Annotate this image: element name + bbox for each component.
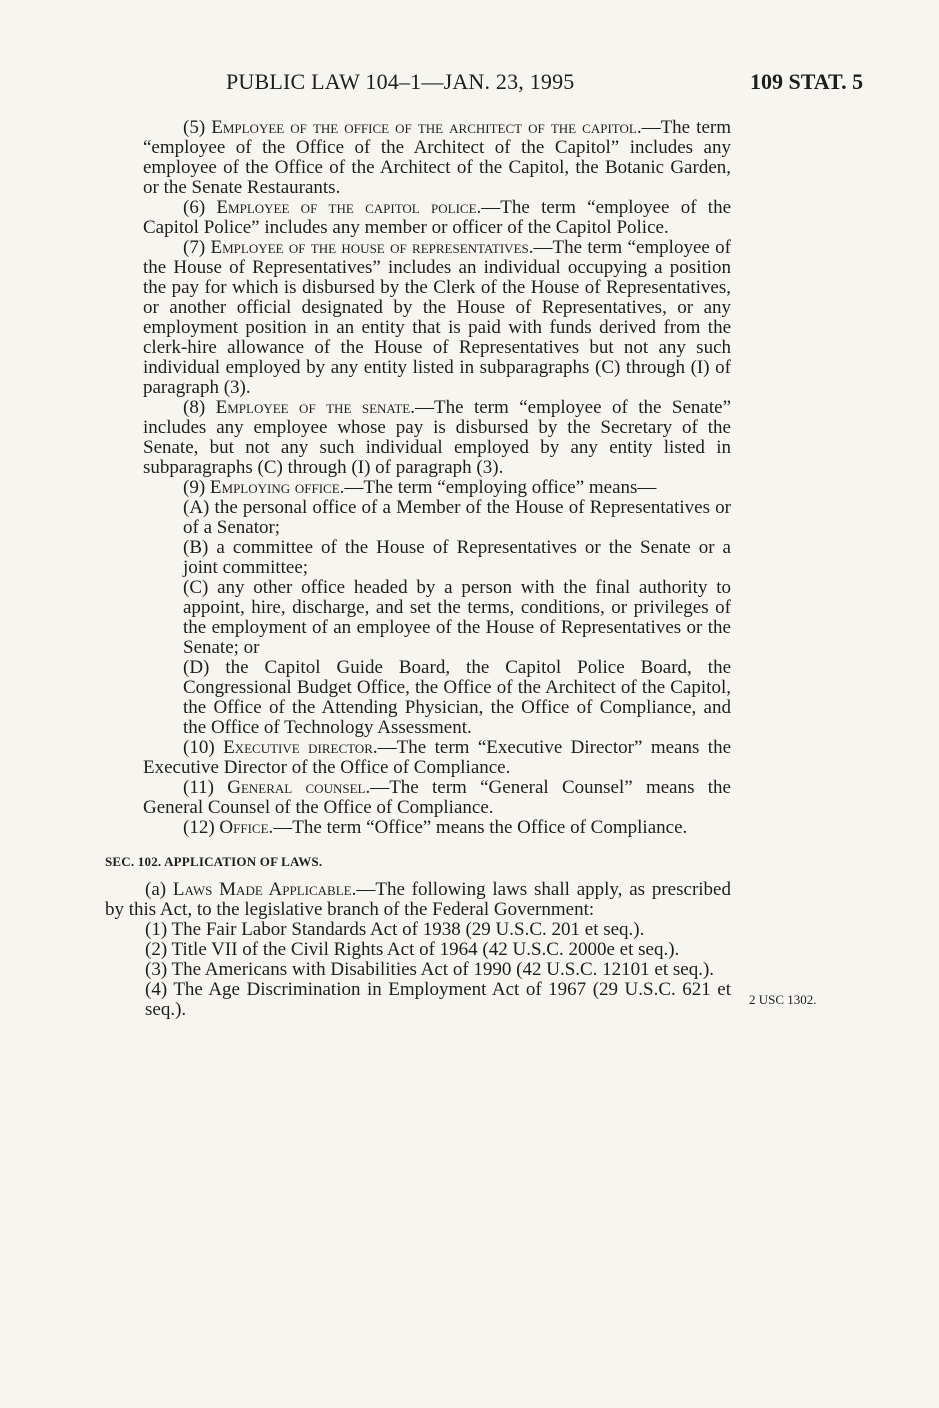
paragraph-6 — [143, 198, 731, 238]
paragraph-number: (5) — [183, 117, 212, 138]
paragraph-text: —The term “employing office” means— — [344, 477, 657, 498]
paragraph-11 — [143, 778, 731, 818]
paragraph-5 — [143, 118, 731, 198]
paragraph-12 — [143, 818, 731, 838]
paragraph-heading: Employee of the office of the architect of the capitol. — [211, 117, 642, 138]
running-header-title: PUBLIC LAW 104–1—JAN. 23, 1995 — [226, 69, 575, 94]
applicable-law-3: (3) The Americans with Disabilities Act of 1990 (42 U.S.C. 12101 et seq.). — [145, 959, 715, 980]
paragraph-number: (12) — [183, 817, 220, 838]
subparagraph-a: (A) the personal office of a Member of the House of Representatives or of a Senator; — [183, 497, 731, 538]
paragraph-heading: General counsel. — [227, 777, 371, 798]
paragraph-text: —The term “employee of the Senate” includes any employee whose pay is disbursed by the Secretary of the Senate, but not any such individual employed by any entity listed in subparagraphs (C) through (I) of paragraph (3). — [143, 397, 731, 478]
paragraph-number: (9) — [183, 477, 210, 498]
applicable-law-4: (4) The Age Discrimination in Employment Act of 1967 (29 U.S.C. 621 et seq.). — [145, 979, 731, 1020]
applicable-law-1: (1) The Fair Labor Standards Act of 1938 (29 U.S.C. 201 et seq.). — [145, 919, 645, 940]
paragraph-heading: Employee of the senate. — [215, 397, 415, 418]
usc-margin-note: 2 USC 1302. — [749, 992, 817, 1007]
paragraph-text: —The term “Office” means the Office of Compliance. — [273, 817, 688, 838]
subsection-text: —The following laws shall apply, as prescribed by this Act, to the legislative branch of the Federal Government: — [105, 879, 731, 920]
subparagraph-c: (C) any other office headed by a person with the final authority to appoint, hire, discharge, and set the terms, conditions, or privileges of the employment of an employee of the House of Representatives or the Senate; or — [183, 577, 731, 658]
paragraph-9 — [143, 478, 731, 498]
page-reference: 109 STAT. 5 — [750, 69, 864, 94]
paragraph-heading: Executive director. — [223, 737, 378, 758]
paragraph-heading: Office. — [219, 817, 274, 838]
paragraph-text: —The term “General Counsel” means the General Counsel of the Office of Compliance. — [143, 777, 731, 818]
paragraph-text: —The term “employee of the Capitol Police” includes any member or officer of the Capitol Police. — [143, 197, 732, 238]
subparagraph-d: (D) the Capitol Guide Board, the Capitol Police Board, the Congressional Budget Office, the Office of the Architect of the Capitol, the Office of the Attending Physician, the Office of Compliance, and the Office of Technology Assessment. — [183, 657, 731, 738]
document-body — [105, 117, 732, 1020]
paragraph-10 — [143, 738, 731, 778]
applicable-law-2: (2) Title VII of the Civil Rights Act of 1964 (42 U.S.C. 2000e et seq.). — [145, 939, 680, 960]
subsection-number: (a) — [145, 879, 173, 900]
subsection-a — [105, 880, 731, 920]
paragraph-number: (7) — [183, 237, 211, 258]
paragraph-number: (8) — [183, 397, 216, 418]
paragraph-heading: Employee of the house of representatives. — [210, 237, 534, 258]
paragraph-heading: Employing office. — [209, 477, 345, 498]
paragraph-number: (10) — [183, 737, 224, 758]
paragraph-number: (6) — [183, 197, 217, 218]
paragraph-number: (11) — [183, 777, 228, 798]
paragraph-heading: Employee of the capitol police. — [216, 197, 482, 218]
section-102-text — [105, 880, 731, 1020]
subparagraph-b: (B) a committee of the House of Representatives or the Senate or a joint committee; — [183, 537, 731, 578]
paragraph-7 — [143, 238, 731, 398]
subsection-heading: Laws Made Applicable. — [172, 879, 357, 900]
section-heading: SEC. 102. APPLICATION OF LAWS. — [105, 854, 323, 869]
paragraph-text: —The term “Executive Director” means the Executive Director of the Office of Compliance. — [143, 737, 732, 778]
paragraph-text: —The term “employee of the Office of the Architect of the Capitol” includes any employee of the Office of the Architect of the Capitol, the Botanic Garden, or the Senate Restaurants. — [143, 117, 731, 198]
paragraph-8 — [143, 398, 731, 478]
paragraph-text: —The term “employee of the House of Representatives” includes an individual occupying a position the pay for which is disbursed by the Clerk of the House of Representatives, or another official designated by the House of Representatives, or any employment position in an entity that is paid with funds derived from the clerk-hire allowance of the House of Representatives but not any such individual employed by any entity listed in subparagraphs (C) through (I) of paragraph (3). — [143, 237, 732, 398]
